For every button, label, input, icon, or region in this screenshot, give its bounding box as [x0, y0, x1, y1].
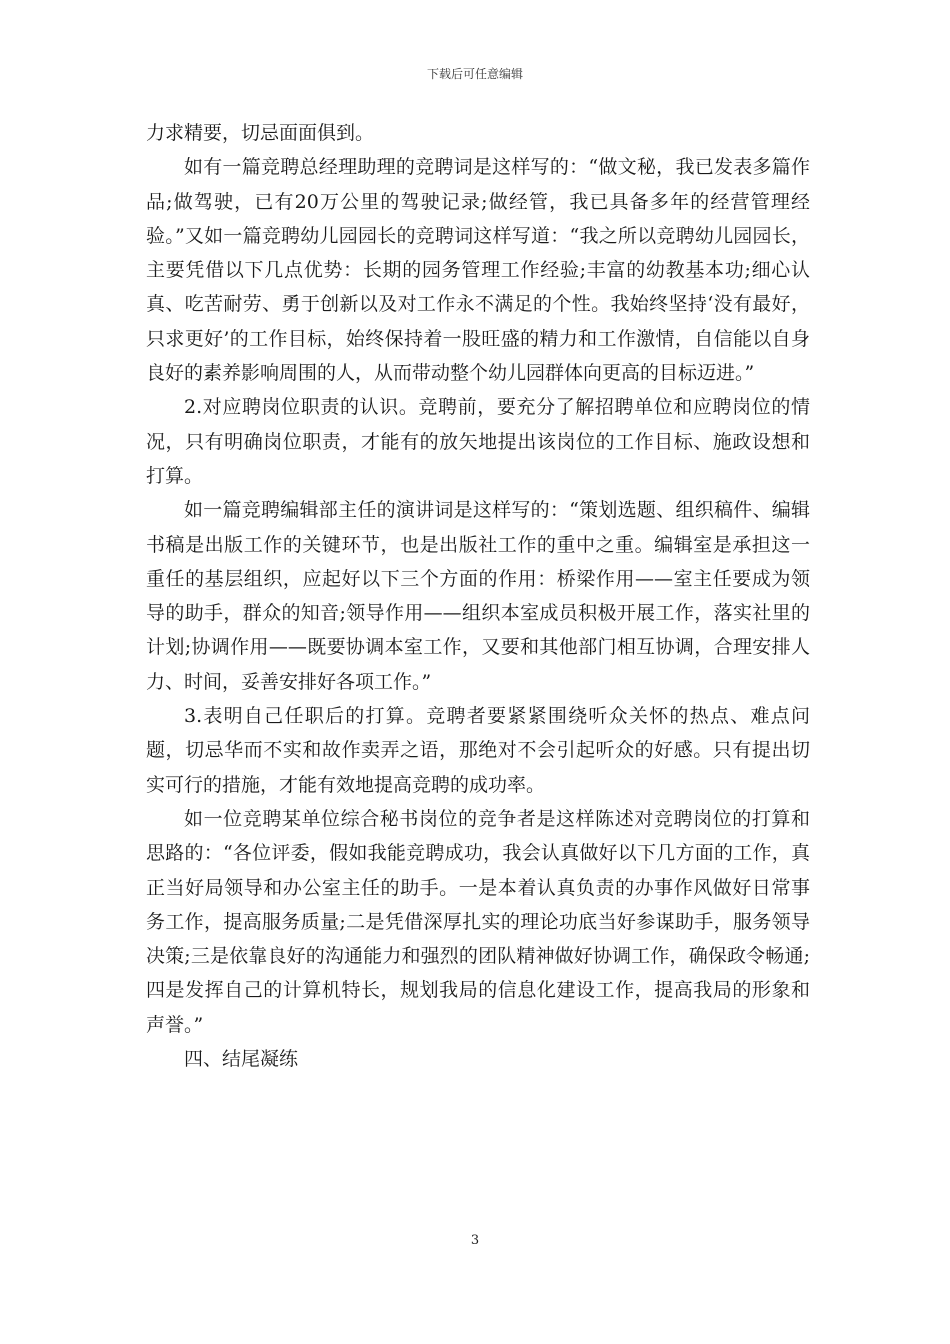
paragraph-example-secretary: 如一位竞聘某单位综合秘书岗位的竞争者是这样陈述对竞聘岗位的打算和思路的：“各位评委，假如我能竞聘成功，我会认真做好以下几方面的工作，真正当好局领导和办公室主任的助手。一是本着认真负责的办事作风做好日常事务工作，提高服务质量;二是凭借深厚扎实的理论功底当好参谋助手，服务领导决策;三是依靠良好的沟通能力和强烈的团队精神做好协调工作，确保政令畅通;四是发挥自己的计算机特长，规划我局的信息化建设工作，提高我局的形象和声誉。”	[146, 807, 810, 1036]
paragraph-example-assistant: 如有一篇竞聘总经理助理的竞聘词是这样写的：“做文秘，我已发表多篇作品;做驾驶，已有20万公里的驾驶记录;做经管，我已具备多年的经营管理经验。”又如一篇竞聘幼儿园园长的竞聘词这样写道：“我之所以竞聘幼儿园园长，主要凭借以下几点优势：长期的园务管理工作经验;丰富的幼教基本功;细心认真、吃苦耐劳、勇于创新以及对工作永不满足的个性。我始终坚持‘没有最好，只求更好’的工作目标，始终保持着一股旺盛的精力和工作激情，自信能以自身良好的素养影响周围的人，从而带动整个幼儿园群体向更高的目标迈进。”	[146, 156, 810, 385]
section-heading-conclusion: 四、结尾凝练	[184, 1048, 299, 1071]
paragraph-point-3: 3.表明自己任职后的打算。竞聘者要紧紧围绕听众关怀的热点、难点问题，切忌华而不实和故作卖弄之语，那绝对不会引起听众的好感。只有提出切实可行的措施，才能有效地提高竞聘的成功率。	[146, 705, 810, 796]
paragraph-example-editor: 如一篇竞聘编辑部主任的演讲词是这样写的：“策划选题、组织稿件、编辑书稿是出版工作的关键环节，也是出版社工作的重中之重。编辑室是承担这一重任的基层组织，应起好以下三个方面的作用：桥梁作用——室主任要成为领导的助手，群众的知音;领导作用——组织本室成员积极开展工作，落实社里的计划;协调作用——既要协调本室工作，又要和其他部门相互协调，合理安排人力、时间，妥善安排好各项工作。”	[146, 499, 810, 693]
paragraph-continuation: 力求精要，切忌面面俱到。	[146, 122, 375, 144]
paragraph-point-2: 2.对应聘岗位职责的认识。竞聘前，要充分了解招聘单位和应聘岗位的情况，只有明确岗位职责，才能有的放矢地提出该岗位的工作目标、施政设想和打算。	[146, 396, 810, 487]
document-body	[146, 116, 810, 1076]
page-header: 下载后可任意编辑	[426, 67, 523, 81]
page-number: 3	[470, 1233, 480, 1248]
